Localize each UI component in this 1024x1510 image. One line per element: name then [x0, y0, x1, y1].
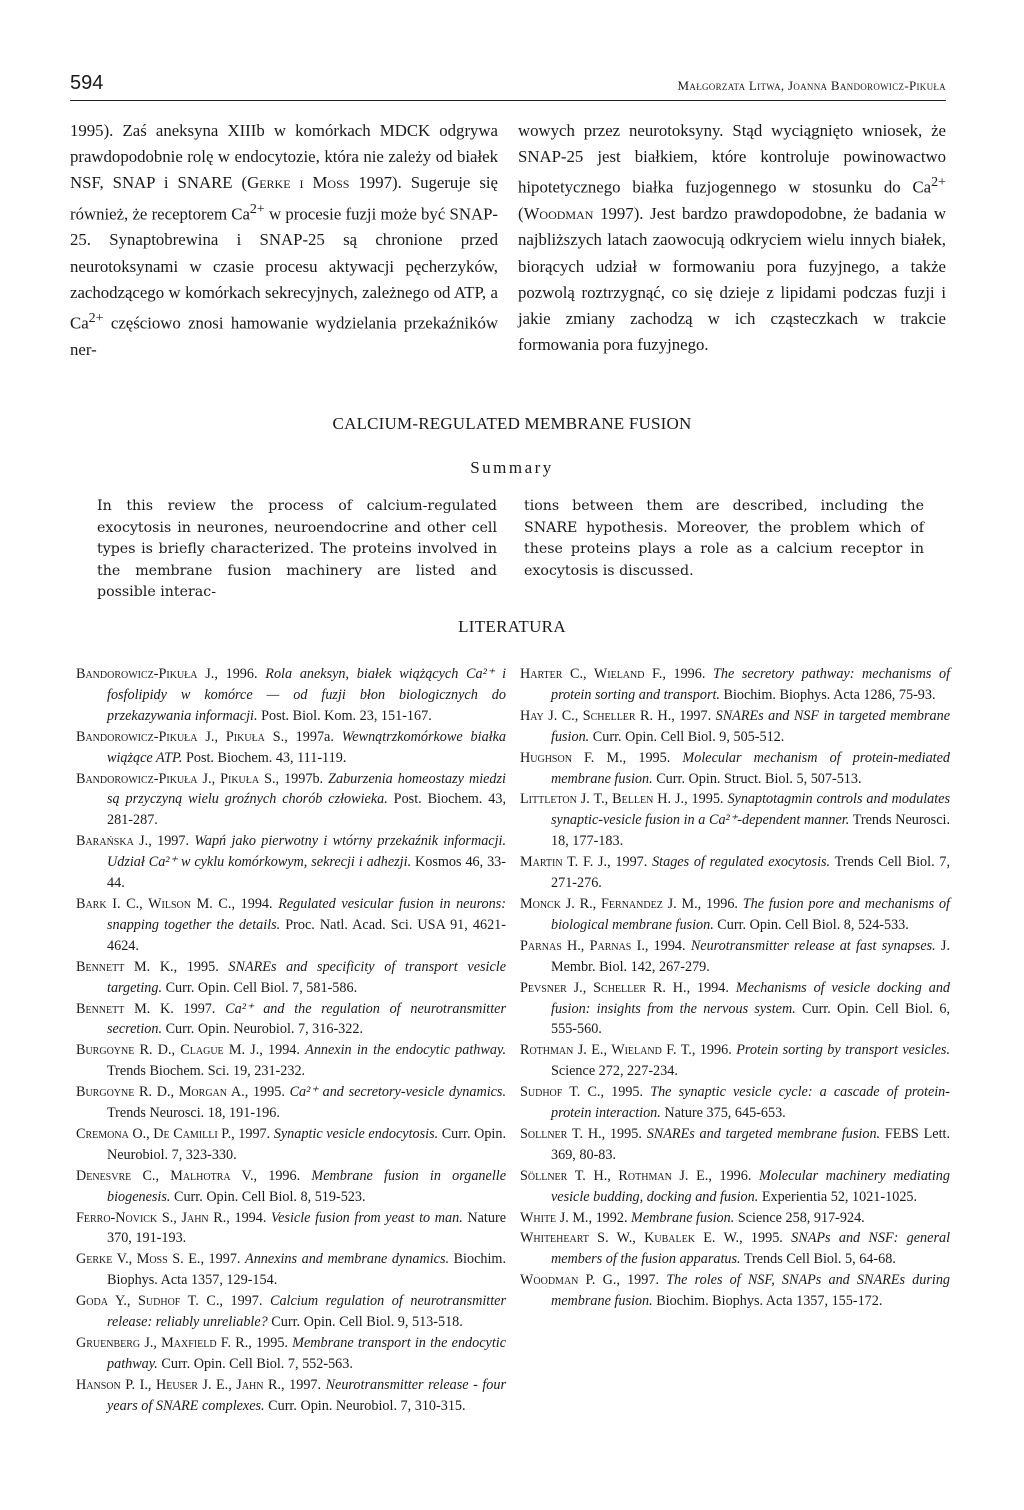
- literature-heading: LITERATURA: [458, 617, 566, 636]
- reference-source: Science 272, 227-234.: [551, 1063, 678, 1080]
- reference-title: Molecular machinery mediating vesicle budding, docking and fusion.: [551, 1167, 950, 1205]
- reference-title: SNAREs and specificity of transport vesicle targeting.: [107, 958, 506, 996]
- reference-title: The roles of NSF, SNAPs and SNAREs during membrane fusion.: [551, 1272, 951, 1310]
- reference-authors: Denesvre C., Malhotra V.: [76, 1167, 254, 1184]
- reference-entry: [76, 1249, 506, 1291]
- reference-year: , 1996.: [253, 1167, 312, 1184]
- reference-source: Trends Cell Biol. 5, 64-68.: [740, 1251, 896, 1268]
- reference-title: Rola aneksyn, białek wiążących Ca²⁺ i fosfolipidy w komórce — od fuzji błon biologicznych do przekazywania informacji.: [107, 666, 507, 724]
- reference-title: Protein sorting by transport vesicles.: [736, 1042, 950, 1059]
- reference-authors: Sudhof T. C.: [520, 1084, 601, 1101]
- reference-title: Ca²⁺ and secretory-vesicle dynamics.: [289, 1084, 506, 1101]
- reference-authors: Bark I. C., Wilson M. C.: [76, 895, 232, 912]
- page-header: [70, 70, 946, 101]
- reference-year: , 1996.: [697, 895, 743, 912]
- reference-year: , 1997.: [148, 833, 195, 850]
- reference-title: Calcium regulation of neurotransmitter release: reliably unreliable?: [107, 1293, 506, 1331]
- reference-year: , 1996.: [214, 666, 266, 682]
- reference-source: Biochim. Biophys. Acta 1357, 155-172.: [652, 1293, 883, 1310]
- reference-entry: [76, 1124, 506, 1166]
- references-column-right: [520, 664, 950, 1312]
- reference-year: , 1995.: [684, 791, 728, 808]
- reference-source: Curr. Opin. Neurobiol. 7, 310-315.: [264, 1397, 466, 1414]
- reference-entry: [520, 1208, 950, 1229]
- reference-year: , 1995.: [244, 1084, 290, 1101]
- reference-source: Proc. Natl. Acad. Sci. USA 91, 4621-4624.: [107, 916, 506, 954]
- reference-source: Nature 370, 191-193.: [107, 1209, 506, 1247]
- reference-authors: Bandorowicz-Pikuła J.: [76, 666, 215, 682]
- reference-title: Wewnątrzkomórkowe białka wiążące ATP.: [107, 728, 506, 766]
- reference-source: Nature 375, 645-653.: [660, 1105, 786, 1122]
- reference-title: Mechanisms of vesicle docking and fusion: insights from the nervous system.: [551, 979, 951, 1017]
- reference-source: Curr. Opin. Cell Biol. 7, 552-563.: [157, 1355, 353, 1372]
- reference-authors: Bandorowicz-Pikuła J., Pikuła S.: [76, 770, 276, 787]
- reference-year: , 1996.: [691, 1042, 737, 1059]
- reference-title: SNAREs and NSF in targeted membrane fusion.: [551, 707, 951, 745]
- citation: Gerke i Moss: [247, 173, 350, 193]
- superscript: 2+: [931, 175, 946, 191]
- reference-source: Curr. Opin. Cell Biol. 9, 505-512.: [589, 728, 785, 745]
- reference-title: Synaptotagmin controls and modulates synaptic-vesicle fusion in a Ca²⁺-dependent manner.: [551, 791, 950, 829]
- reference-entry: [76, 1375, 506, 1417]
- reference-entry: [520, 1228, 950, 1270]
- reference-authors: Bennett M. K.: [76, 958, 174, 975]
- reference-title: SNAPs and NSF: general members of the fusion apparatus.: [551, 1230, 951, 1268]
- reference-year: , 1995.: [248, 1335, 293, 1351]
- reference-title: Neurotransmitter release - four years of SNARE complexes.: [107, 1376, 506, 1414]
- reference-year: , 1994.: [686, 979, 736, 996]
- reference-entry: [76, 1166, 506, 1208]
- reference-entry: [76, 1333, 506, 1375]
- reference-title: The fusion pore and mechanisms of biological membrane fusion.: [551, 895, 950, 933]
- reference-authors: Barańska J.: [76, 833, 149, 850]
- reference-title: Stages of regulated exocytosis.: [652, 854, 831, 871]
- reference-source: Post. Biol. Kom. 23, 151-167.: [257, 707, 432, 724]
- reference-title: Molecular mechanism of protein-mediated membrane fusion.: [551, 749, 950, 787]
- reference-year: , 1994.: [259, 1042, 306, 1059]
- reference-entry: [520, 852, 950, 894]
- reference-entry: [76, 769, 506, 832]
- reference-source: Curr. Opin. Cell Biol. 6, 555-560.: [551, 1000, 950, 1038]
- superscript: 2+: [88, 311, 104, 327]
- reference-year: , 1995.: [601, 1125, 647, 1142]
- reference-year: , 1995.: [739, 1230, 792, 1247]
- reference-entry: [520, 978, 950, 1041]
- reference-entry: [76, 1291, 506, 1333]
- page-number: 594: [70, 72, 104, 94]
- reference-authors: Goda Y., Sudhof T. C.: [76, 1293, 220, 1310]
- reference-year: , 1995.: [600, 1084, 651, 1101]
- reference-entry: [520, 706, 950, 748]
- summary-text-right: tions between them are described, including the SNARE hypothesis. Moreover, the problem which of these proteins plays a role as a calcium receptor in exocytosis is discussed.: [524, 498, 924, 579]
- reference-authors: Woodman P. G.: [520, 1272, 617, 1289]
- reference-source: Curr. Opin. Struct. Biol. 5, 507-513.: [652, 770, 862, 787]
- reference-authors: Cremona O., De Camilli P.: [76, 1125, 232, 1142]
- reference-entry: [76, 957, 506, 999]
- reference-authors: Whiteheart S. W., Kubalek E. W.: [520, 1230, 740, 1247]
- reference-source: Curr. Opin. Cell Biol. 7, 581-586.: [162, 979, 358, 996]
- reference-year: , 1997.: [281, 1376, 326, 1393]
- reference-entry: [76, 664, 506, 727]
- reference-title: Membrane fusion.: [631, 1209, 735, 1226]
- reference-authors: Parnas H., Parnas I.: [520, 937, 645, 954]
- reference-entry: [520, 1124, 950, 1166]
- reference-authors: Pevsner J., Scheller R. H.: [520, 979, 687, 996]
- reference-source: Experientia 52, 1021-1025.: [758, 1188, 918, 1205]
- reference-title: Zaburzenia homeostazy miedzi są przyczyną wielu groźnych chorób człowieka.: [107, 770, 506, 808]
- reference-entry: [76, 894, 506, 957]
- reference-source: Biochim. Biophys. Acta 1357, 129-154.: [107, 1251, 507, 1289]
- reference-year: , 1997.: [219, 1293, 270, 1310]
- reference-authors: Sollner T. H.: [520, 1125, 602, 1142]
- reference-authors: Hanson P. I., Heuser J. E., Jahn R.: [76, 1376, 282, 1393]
- reference-year: 1997.: [173, 1000, 226, 1017]
- reference-title: The secretory pathway: mechanisms of protein sorting and transport.: [551, 666, 951, 703]
- reference-year: , 1997.: [671, 707, 716, 724]
- reference-source: Trends Neurosci. 18, 177-183.: [551, 812, 950, 850]
- body-paragraph-left: 1995). Zaś aneksyna XIIIb w komórkach MDCK odgrywa prawdopodobnie rolę w endocytozie, która nie zależy od białek NSF, SNAP i SNARE (Gerke i Moss 1997). Sugeruje się również, że receptorem $Ca^{2+}$ w procesie fuzji może być SNAP-25. Synaptobrewina i SNAP-25 są chronione przed neurotoksynami w czasie procesu aktywacji pęcherzyków, zachodzącego w komórkach sekrecyjnych, zależnego od ATP, a $Ca^{2+}$ częściowo znosi hamowanie wydzielania przekaźników ner-: [70, 121, 499, 359]
- reference-entry: [520, 894, 950, 936]
- english-title: CALCIUM-REGULATED MEMBRANE FUSION: [332, 414, 692, 433]
- reference-authors: Burgoyne R. D., Morgan A.: [76, 1084, 245, 1101]
- summary-column-right: [524, 496, 924, 582]
- reference-source: Science 258, 917-924.: [734, 1209, 865, 1226]
- reference-entry: [520, 789, 950, 852]
- reference-title: Wapń jako pierwotny i wtórny przekaźnik informacji. Udział Ca²⁺ w cyklu komórkowym, sekrecji i adhezji.: [107, 833, 507, 871]
- reference-entry: [520, 664, 950, 706]
- reference-authors: Bandorowicz-Pikuła J., Pikuła S.: [76, 728, 285, 745]
- reference-year: , 1996.: [708, 1167, 760, 1184]
- reference-source: Post. Biochem. 43, 111-119.: [182, 749, 347, 766]
- references-column-left: [76, 664, 506, 1417]
- reference-entry: [520, 1166, 950, 1208]
- body-paragraph-right: wowych przez neurotoksyny. Stąd wyciągnięto wniosek, że SNAP-25 jest białkiem, które kontroluje powinowactwo hipotetycznego białka fuzjogennego w stosunku do $Ca^{2+}$ (Woodman 1997). Jest bardzo prawdopodobne, że badania w najbliższych latach zaowocują odkryciem wielu innych białek, biorących udział w formowaniu pora fuzyjnego, a także pozwolą roztrzygnąć, co się dzieje z lipidami podczas fuzji i jakie zmiany zachodzą w ich cząsteczkach w trakcie formowania pora fuzyjnego.: [518, 121, 946, 355]
- body-column-left: [70, 118, 498, 363]
- reference-entry: [520, 748, 950, 790]
- reference-authors: Gerke V., Moss S. E.: [76, 1251, 201, 1268]
- reference-title: Regulated vesicular fusion in neurons: snapping together the details.: [107, 895, 506, 933]
- reference-source: Curr. Opin. Cell Biol. 8, 524-533.: [713, 916, 909, 933]
- reference-title: Annexin in the endocytic pathway.: [305, 1042, 507, 1059]
- reference-entry: [76, 1208, 506, 1250]
- reference-year: , 1997.: [200, 1251, 246, 1268]
- reference-entry: [520, 1270, 950, 1312]
- reference-year: , 1997b.: [275, 770, 329, 787]
- reference-source: FEBS Lett. 369, 80-83.: [551, 1125, 951, 1163]
- superscript: 2+: [249, 201, 265, 217]
- reference-entry: [76, 1040, 506, 1082]
- reference-year: , 1997.: [607, 854, 653, 871]
- reference-year: , 1994.: [231, 895, 279, 912]
- reference-authors: Monck J. R., Fernandez J. M.: [520, 895, 698, 912]
- reference-entry: [520, 1082, 950, 1124]
- reference-authors: Burgoyne R. D., Clague M. J.: [76, 1042, 260, 1059]
- reference-source: Trends Cell Biol. 7, 271-276.: [551, 854, 951, 892]
- reference-source: Curr. Opin. Cell Biol. 9, 513-518.: [267, 1314, 463, 1331]
- reference-source: Biochim. Biophys. Acta 1286, 75-93.: [719, 686, 936, 703]
- reference-source: Post. Biochem. 43, 281-287.: [107, 791, 506, 829]
- reference-source: Curr. Opin. Neurobiol. 7, 316-322.: [162, 1021, 364, 1038]
- reference-source: Curr. Opin. Cell Biol. 8, 519-523.: [170, 1188, 366, 1205]
- reference-entry: [520, 936, 950, 978]
- reference-title: Vesicle fusion from yeast to man.: [271, 1209, 463, 1226]
- reference-source: J. Membr. Biol. 142, 267-279.: [551, 937, 951, 975]
- reference-entry: [76, 999, 506, 1041]
- reference-title: Ca²⁺ and the regulation of neurotransmitter secretion.: [107, 1000, 506, 1038]
- reference-year: , 1997.: [231, 1125, 274, 1142]
- reference-year: , 1992.: [588, 1209, 632, 1226]
- reference-year: , 1996.: [662, 666, 713, 682]
- reference-title: SNAREs and targeted membrane fusion.: [646, 1125, 881, 1142]
- reference-year: , 1995.: [622, 749, 683, 766]
- reference-title: Synaptic vesicle endocytosis.: [273, 1125, 439, 1142]
- reference-authors: Rothman J. E., Wieland F. T.: [520, 1042, 692, 1059]
- reference-authors: Bennett M. K.: [76, 1000, 174, 1017]
- reference-authors: Gruenberg J., Maxfield F. R.: [76, 1335, 249, 1351]
- body-column-right: [518, 118, 946, 358]
- reference-source: Trends Biochem. Sci. 19, 231-232.: [107, 1063, 306, 1080]
- reference-title: Neurotransmitter release at fast synapses.: [690, 937, 936, 954]
- reference-source: Trends Neurosci. 18, 191-196.: [107, 1105, 280, 1122]
- running-head: Małgorzata Litwa, Joanna Bandorowicz-Pikuła: [677, 78, 946, 93]
- reference-title: The synaptic vesicle cycle: a cascade of protein-protein interaction.: [551, 1084, 950, 1122]
- reference-year: , 1994.: [644, 937, 691, 954]
- summary-column-left: [97, 496, 497, 604]
- reference-source: Kosmos 46, 33-44.: [107, 854, 506, 892]
- reference-year: , 1995.: [173, 958, 229, 975]
- reference-title: Annexins and membrane dynamics.: [245, 1251, 450, 1268]
- reference-entry: [520, 1040, 950, 1082]
- reference-year: , 1994.: [226, 1209, 272, 1226]
- reference-entry: [76, 727, 506, 769]
- reference-year: , 1997a.: [284, 728, 342, 745]
- reference-title: Membrane transport in the endocytic pathway.: [107, 1335, 507, 1372]
- reference-authors: Harter C., Wieland F.: [520, 666, 663, 682]
- reference-authors: Söllner T. H., Rothman J. E.: [520, 1167, 709, 1184]
- reference-source: Curr. Opin. Neurobiol. 7, 323-330.: [107, 1125, 506, 1163]
- reference-authors: Martin T. F. J.: [520, 854, 608, 871]
- summary-heading: Summary: [470, 458, 554, 477]
- reference-authors: Hughson F. M.: [520, 749, 623, 766]
- reference-authors: Ferro-Novick S., Jahn R.: [76, 1209, 227, 1226]
- reference-authors: Hay J. C., Scheller R. H.: [520, 707, 672, 724]
- reference-entry: [76, 831, 506, 894]
- reference-entry: [76, 1082, 506, 1124]
- reference-authors: White J. M.: [520, 1209, 589, 1226]
- reference-year: , 1997.: [616, 1272, 667, 1289]
- reference-authors: Littleton J. T., Bellen H. J.: [520, 791, 685, 808]
- summary-text-left: In this review the process of calcium-regulated exocytosis in neurones, neuroendocrine and other cell types is briefly characterized. The proteins involved in the membrane fusion machinery are listed and possible interac-: [97, 498, 497, 601]
- reference-title: Membrane fusion in organelle biogenesis.: [107, 1167, 507, 1205]
- citation: Woodman: [523, 204, 594, 224]
